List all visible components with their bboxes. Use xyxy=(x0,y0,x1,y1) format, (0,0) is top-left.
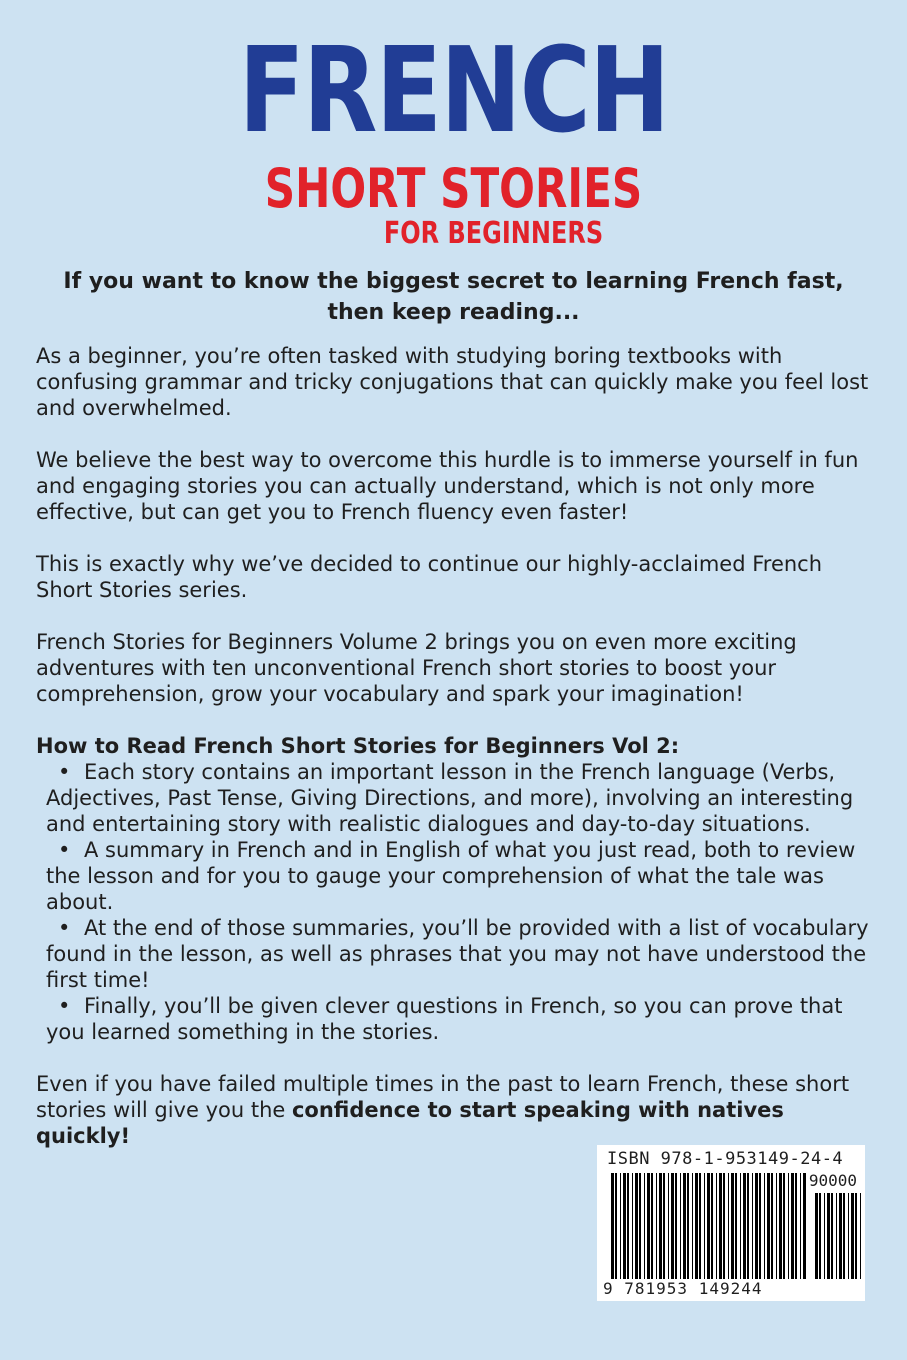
barcode-bar xyxy=(819,1193,821,1279)
barcode-bar xyxy=(795,1173,797,1279)
headline-line-1: If you want to know the biggest secret to learning French fast, xyxy=(63,269,844,294)
barcode-bar xyxy=(752,1173,753,1279)
closing-bold: confidence to start speaking with natives quickly! xyxy=(36,1098,784,1148)
barcode-bar xyxy=(731,1173,734,1279)
barcode-bar xyxy=(735,1173,737,1279)
barcode-bar xyxy=(699,1173,701,1279)
list-item xyxy=(36,993,876,1045)
barcode-bar xyxy=(683,1173,686,1279)
barcode-bar xyxy=(663,1173,665,1279)
barcode-bar xyxy=(627,1173,629,1279)
closing-text: Even if you have failed multiple times in the past to learn French, these short stories will give you the xyxy=(36,1072,850,1122)
list-item-text: Each story contains an important lesson in the French language (Verbs, Adjectives, Past Tense, Giving Directions, and more), involving an interesting and entertaining story with realistic dialogues and day-to-day situations. xyxy=(46,760,854,836)
barcode-bar xyxy=(639,1173,641,1279)
barcode-bar xyxy=(651,1173,653,1279)
barcode-bar xyxy=(620,1173,621,1279)
headline xyxy=(40,266,867,328)
barcode-bar xyxy=(635,1173,638,1279)
list-item xyxy=(36,837,876,915)
barcode-bar xyxy=(659,1173,662,1279)
paragraph-1: As a beginner, you’re often tasked with studying boring textbooks with confusing grammar and tricky conjugations that can quickly make you feel lost and overwhelmed. xyxy=(36,344,869,420)
barcode-bar xyxy=(848,1193,849,1279)
barcode-bar xyxy=(803,1173,806,1279)
barcode-bar xyxy=(776,1173,777,1279)
barcode-bar xyxy=(611,1173,614,1279)
barcode-bar xyxy=(836,1193,837,1279)
list-item-text: A summary in French and in English of what you just read, both to review the lesson and for you to gauge your comprehension of what the tale was about. xyxy=(46,838,856,914)
isbn-label: ISBN 978-1-953149-24-4 xyxy=(607,1149,844,1169)
barcode-bar xyxy=(759,1173,761,1279)
barcode-bar xyxy=(707,1173,710,1279)
bullet-icon: • xyxy=(58,994,71,1018)
isbn-barcode xyxy=(597,1145,865,1301)
paragraph-2: We believe the best way to overcome this hurdle is to immerse yourself in fun and engaging stories you can actually understand, which is not only more effective, but can get you to French fluency even faster! xyxy=(36,448,859,524)
closing-paragraph xyxy=(36,1071,876,1149)
headline-line-2: then keep reading... xyxy=(327,300,580,325)
bullet-icon: • xyxy=(58,916,71,940)
barcode-bar xyxy=(623,1173,626,1279)
barcode-bar xyxy=(827,1193,830,1279)
barcode-bar xyxy=(791,1173,794,1279)
barcode-bar xyxy=(716,1173,717,1279)
barcode-bar xyxy=(728,1173,729,1279)
barcode-bar xyxy=(719,1173,722,1279)
barcode-bar xyxy=(695,1173,698,1279)
barcode-bar xyxy=(680,1173,681,1279)
barcode-bar xyxy=(675,1173,677,1279)
title-short-stories: SHORT STORIES xyxy=(264,157,643,220)
bullet-icon: • xyxy=(58,838,71,862)
list-item xyxy=(36,759,876,837)
barcode-bar xyxy=(647,1173,650,1279)
barcode-bar xyxy=(743,1173,746,1279)
barcode-bar xyxy=(632,1173,633,1279)
bullet-icon: • xyxy=(58,760,71,784)
barcode-bar xyxy=(767,1173,770,1279)
barcode-bar xyxy=(831,1193,833,1279)
barcode-bar xyxy=(615,1173,617,1279)
barcode-bar xyxy=(723,1173,725,1279)
barcode-bar xyxy=(824,1193,825,1279)
barcode-bar xyxy=(704,1173,705,1279)
list-item-text: Finally, you’ll be given clever questions in French, so you can prove that you learned something in the stories. xyxy=(46,994,843,1044)
body-text xyxy=(36,343,876,1175)
list-item-text: At the end of those summaries, you’ll be provided with a list of vocabulary found in the lesson, as well as phrases that you may not have understood the first time! xyxy=(46,916,869,992)
barcode-bar xyxy=(771,1173,773,1279)
barcode-bar xyxy=(860,1193,861,1279)
title-for-beginners: FOR BEGINNERS xyxy=(383,216,604,251)
barcode-bar xyxy=(711,1173,713,1279)
barcode-bar xyxy=(740,1173,741,1279)
list-item xyxy=(36,915,876,993)
barcode-bar xyxy=(755,1173,758,1279)
title-french: FRENCH xyxy=(238,21,669,159)
barcode-bar xyxy=(747,1173,749,1279)
barcode-bar xyxy=(851,1193,854,1279)
barcode-bar xyxy=(644,1173,645,1279)
paragraph-3: This is exactly why we’ve decided to continue our highly-acclaimed French Short Stories series. xyxy=(36,552,823,602)
howto-title: How to Read French Short Stories for Beginners Vol 2: xyxy=(36,734,680,758)
price-barcode-bars xyxy=(815,1193,861,1279)
barcode-bar xyxy=(788,1173,789,1279)
barcode-digits: 9 781953 149244 xyxy=(603,1279,763,1298)
barcode-bar xyxy=(839,1193,842,1279)
barcode-bars xyxy=(611,1173,807,1279)
price-code: 90000 xyxy=(808,1171,857,1190)
title-block xyxy=(0,21,907,251)
barcode-bar xyxy=(843,1193,845,1279)
barcode-bar xyxy=(687,1173,689,1279)
barcode-bar xyxy=(764,1173,765,1279)
barcode-bar xyxy=(779,1173,782,1279)
paragraph-4: French Stories for Beginners Volume 2 brings you on even more exciting adventures with ten unconventional French short stories to boost your comprehension, grow your vocabulary and spark your imagination! xyxy=(36,630,797,706)
barcode-bar xyxy=(800,1173,801,1279)
barcode-bar xyxy=(656,1173,657,1279)
barcode-bar xyxy=(692,1173,693,1279)
barcode-bar xyxy=(855,1193,857,1279)
barcode-bar xyxy=(783,1173,785,1279)
barcode-bar xyxy=(668,1173,669,1279)
barcode-bar xyxy=(671,1173,674,1279)
howto-list xyxy=(36,759,876,1045)
barcode-bar xyxy=(815,1193,818,1279)
